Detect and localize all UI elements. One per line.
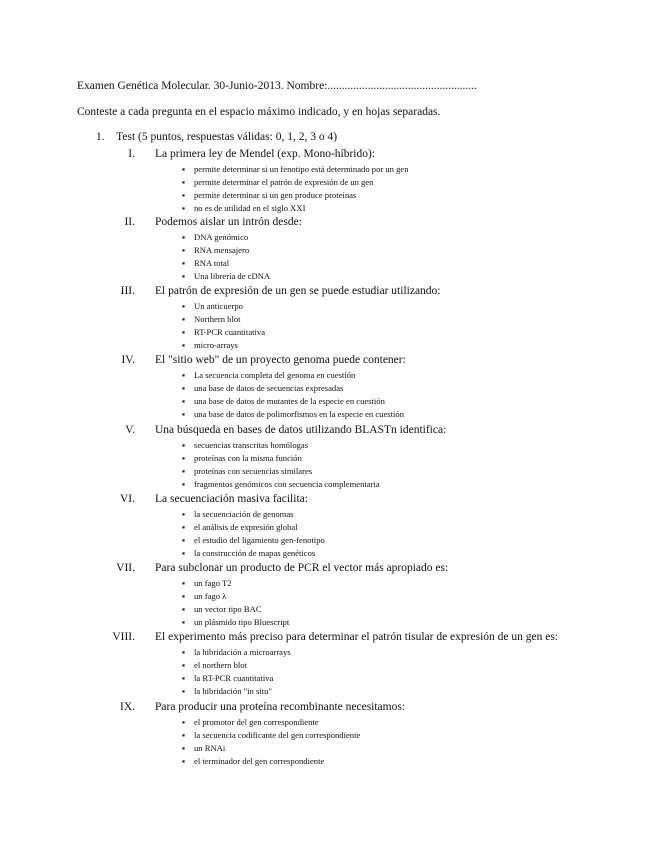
answer-option-text: un vector tipo BAC xyxy=(194,604,262,614)
bullet-icon: ▪ xyxy=(182,673,186,683)
question-number: VI. xyxy=(119,493,135,505)
question-number: V. xyxy=(125,424,135,436)
answer-option-text: RNA total xyxy=(194,258,230,268)
answer-option-text: proteínas con la misma función xyxy=(194,453,302,463)
answer-option-text: la construcción de mapas genéticos xyxy=(194,548,316,558)
answer-option-text: la hibridación a microarrays xyxy=(194,647,291,657)
answer-option-text: el estudio del ligamiento gen-fenotipo xyxy=(194,535,325,545)
answer-option xyxy=(182,258,229,268)
answer-option xyxy=(182,190,356,200)
answer-option-text: no es de utilidad en el siglo XXI xyxy=(194,203,306,213)
answer-option xyxy=(182,548,315,558)
answer-option xyxy=(182,327,265,337)
bullet-icon: ▪ xyxy=(182,245,186,255)
bullet-icon: ▪ xyxy=(182,314,186,324)
answer-option xyxy=(182,604,262,614)
bullet-icon: ▪ xyxy=(182,340,186,350)
question-text: Para producir una proteína recombinante necesitamos: xyxy=(155,701,406,713)
bullet-icon: ▪ xyxy=(182,396,186,406)
question-text: El patrón de expresión de un gen se puede estudiar utilizando: xyxy=(155,285,441,297)
bullet-icon: ▪ xyxy=(182,370,186,380)
answer-option xyxy=(182,617,289,627)
answer-option-text: micro-arrays xyxy=(194,340,238,350)
section-heading xyxy=(96,131,337,143)
section-label: Test (5 puntos, respuestas válidas: 0, 1, 2, 3 o 4) xyxy=(116,131,338,143)
answer-option xyxy=(182,756,324,766)
answer-option-text: un fago T2 xyxy=(194,578,232,588)
answer-option-text: una base de datos de polimorfismos en la especie en cuestión xyxy=(194,409,405,419)
answer-option xyxy=(182,301,243,311)
answer-option-text: proteínas con secuencias similares xyxy=(194,466,313,476)
answer-option xyxy=(182,743,225,753)
answer-option-text: la secuencia codificante del gen correspondiente xyxy=(194,730,361,740)
answer-option xyxy=(182,409,404,419)
answer-option xyxy=(182,453,302,463)
bullet-icon: ▪ xyxy=(182,686,186,696)
answer-option xyxy=(182,466,312,476)
answer-option xyxy=(182,673,273,683)
answer-option-text: secuencias transcritas homólogas xyxy=(194,440,309,450)
answer-option-text: el northern blot xyxy=(194,660,247,670)
answer-option xyxy=(182,717,319,727)
answer-option xyxy=(182,396,385,406)
answer-option-text: el terminador del gen correspondiente xyxy=(194,756,325,766)
question-text: La primera ley de Mendel (exp. Mono-híbrido): xyxy=(155,148,376,160)
bullet-icon: ▪ xyxy=(182,409,186,419)
question-text: Una búsqueda en bases de datos utilizando BLASTn identifica: xyxy=(155,424,447,436)
bullet-icon: ▪ xyxy=(182,164,186,174)
question-number: I. xyxy=(128,148,135,160)
question-number: IX. xyxy=(119,701,135,713)
answer-option-text: la hibridación "in situ" xyxy=(194,686,272,696)
exam-title: Examen Genética Molecular. 30-Junio-2013. Nombre:.................................................... xyxy=(77,80,477,92)
question-text: Podemos aislar un intrón desde: xyxy=(155,216,302,228)
bullet-icon: ▪ xyxy=(182,232,186,242)
answer-option xyxy=(182,370,355,380)
answer-option-text: un RNAi xyxy=(194,743,226,753)
bullet-icon: ▪ xyxy=(182,578,186,588)
answer-option-text: RNA mensajero xyxy=(194,245,250,255)
answer-option-text: permite determinar si un gen produce proteínas xyxy=(194,190,357,200)
bullet-icon: ▪ xyxy=(182,271,186,281)
answer-option xyxy=(182,203,305,213)
bullet-icon: ▪ xyxy=(182,522,186,532)
bullet-icon: ▪ xyxy=(182,301,186,311)
bullet-icon: ▪ xyxy=(182,453,186,463)
bullet-icon: ▪ xyxy=(182,466,186,476)
answer-option-text: La secuencia completa del genoma en cuestión xyxy=(194,370,356,380)
question-number: II. xyxy=(124,216,135,228)
answer-option xyxy=(182,730,360,740)
answer-option-text: Un anticuerpo xyxy=(194,301,243,311)
bullet-icon: ▪ xyxy=(182,535,186,545)
answer-option-text: Northern blot xyxy=(194,314,241,324)
bullet-icon: ▪ xyxy=(182,203,186,213)
bullet-icon: ▪ xyxy=(182,730,186,740)
answer-option-text: permite determinar el patrón de expresión de un gen xyxy=(194,177,374,187)
answer-option xyxy=(182,232,248,242)
bullet-icon: ▪ xyxy=(182,479,186,489)
bullet-icon: ▪ xyxy=(182,591,186,601)
bullet-icon: ▪ xyxy=(182,756,186,766)
bullet-icon: ▪ xyxy=(182,177,186,187)
bullet-icon: ▪ xyxy=(182,258,186,268)
question-number: III. xyxy=(120,285,135,297)
answer-option-text: una base de datos de secuencias expresadas xyxy=(194,383,344,393)
answer-option xyxy=(182,340,238,350)
answer-option xyxy=(182,535,325,545)
bullet-icon: ▪ xyxy=(182,383,186,393)
question-text: La secuenciación masiva facilita: xyxy=(155,493,308,505)
answer-option xyxy=(182,245,249,255)
question-text: Para subclonar un producto de PCR el vector más apropiado es: xyxy=(155,562,449,574)
answer-option xyxy=(182,479,380,489)
bullet-icon: ▪ xyxy=(182,440,186,450)
question-number: VIII. xyxy=(112,631,135,643)
bullet-icon: ▪ xyxy=(182,509,186,519)
question-text: El "sitio web" de un proyecto genoma puede contener: xyxy=(155,354,406,366)
bullet-icon: ▪ xyxy=(182,717,186,727)
bullet-icon: ▪ xyxy=(182,660,186,670)
answer-option xyxy=(182,591,226,601)
answer-option xyxy=(182,383,343,393)
answer-option xyxy=(182,164,409,174)
answer-option xyxy=(182,509,294,519)
answer-option xyxy=(182,314,241,324)
answer-option-text: DNA genómico xyxy=(194,232,249,242)
bullet-icon: ▪ xyxy=(182,617,186,627)
answer-option-text: el análisis de expresión global xyxy=(194,522,298,532)
question-text: El experimento más preciso para determinar el patrón tisular de expresión de un gen es: xyxy=(155,631,558,643)
answer-option xyxy=(182,271,270,281)
bullet-icon: ▪ xyxy=(182,548,186,558)
answer-option-text: una base de datos de mutantes de la especie en cuestión xyxy=(194,396,385,406)
answer-option xyxy=(182,578,232,588)
answer-option xyxy=(182,660,247,670)
answer-option-text: un plásmido tipo Bluescript xyxy=(194,617,290,627)
answer-option-text: Una librería de cDNA xyxy=(194,271,271,281)
bullet-icon: ▪ xyxy=(182,327,186,337)
bullet-icon: ▪ xyxy=(182,743,186,753)
bullet-icon: ▪ xyxy=(182,647,186,657)
answer-option xyxy=(182,522,298,532)
answer-option-text: la RT-PCR cuantitativa xyxy=(194,673,274,683)
bullet-icon: ▪ xyxy=(182,604,186,614)
answer-option xyxy=(182,177,373,187)
answer-option xyxy=(182,686,272,696)
answer-option-text: RT-PCR cuantitativa xyxy=(194,327,266,337)
answer-option-text: fragmentos genómicos con secuencia complementaria xyxy=(194,479,380,489)
answer-option-text: el promotor del gen correspondiente xyxy=(194,717,319,727)
section-number: 1. xyxy=(96,131,105,143)
answer-option-text: un fago λ xyxy=(194,591,227,601)
answer-option xyxy=(182,647,291,657)
answer-option-text: la secuenciación de genomas xyxy=(194,509,294,519)
answer-option xyxy=(182,440,308,450)
question-number: IV. xyxy=(121,354,135,366)
bullet-icon: ▪ xyxy=(182,190,186,200)
answer-option-text: permite determinar si un fenotipo está determinado por un gen xyxy=(194,164,409,174)
instructions: Conteste a cada pregunta en el espacio máximo indicado, y en hojas separadas. xyxy=(77,106,441,118)
question-number: VII. xyxy=(116,562,135,574)
